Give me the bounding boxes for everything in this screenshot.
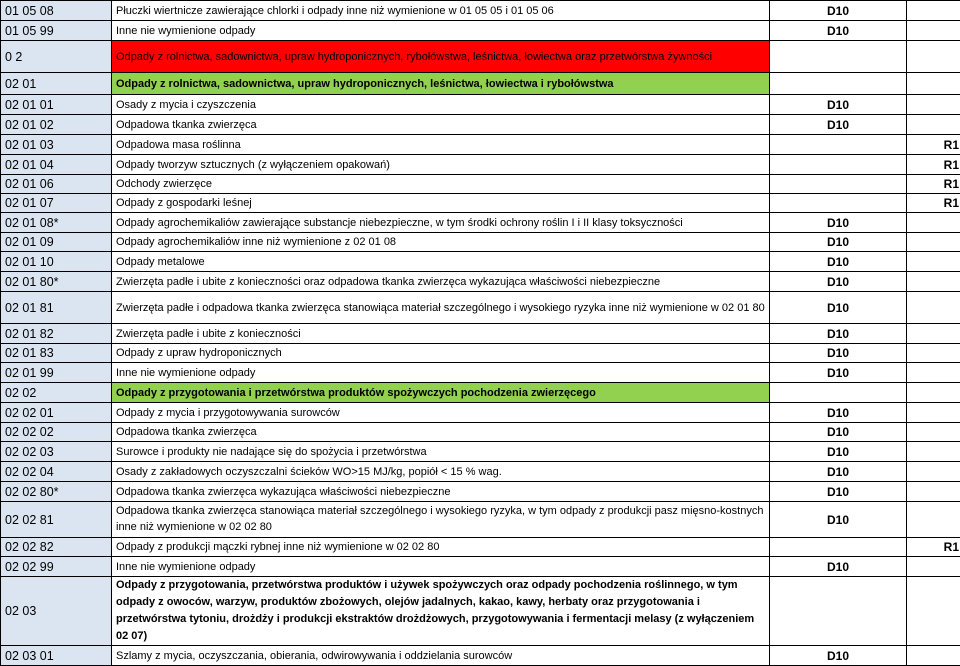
disposal-code-cell (770, 577, 907, 646)
table-row (1, 1, 960, 21)
waste-code-cell: 02 02 04 (1, 462, 112, 482)
waste-code-cell: 02 02 80* (1, 482, 112, 502)
waste-code-cell: 02 02 03 (1, 442, 112, 462)
waste-description-cell: Odpady z upraw hydroponicznych (112, 344, 770, 363)
waste-description-cell: Odpady z mycia i przygotowywania surowców (112, 403, 770, 423)
waste-code-cell: 02 01 04 (1, 155, 112, 175)
waste-description-cell: Inne nie wymienione odpady (112, 21, 770, 41)
table-row (1, 155, 960, 175)
table-row (1, 423, 960, 442)
waste-description-cell: Zwierzęta padłe i odpadowa tkanka zwierzęca stanowiąca materiał szczególnego i wysokiego ryzyka inne niż wymienione w 02 01 80 (112, 292, 770, 324)
waste-code-cell: 02 02 82 (1, 538, 112, 557)
waste-description-cell: Inne nie wymienione odpady (112, 363, 770, 383)
disposal-code-cell: D10 (770, 557, 907, 577)
table-row (1, 21, 960, 41)
recovery-code-cell: R1 (907, 538, 960, 557)
waste-description-cell: Odpady z przygotowania, przetwórstwa produktów i używek spożywczych oraz odpady pochodzenia roślinnego, w tym odpady z owoców, warzyw, produktów zbożowych, olejów jadalnych, kakao, kawy, herbaty oraz przygotowania i przetwórstwa tytoniu, drożdży i produkcji ekstraktów drożdżowych, przygotowywania i fermentacji melasy (z wyłączeniem 02 07) (112, 577, 770, 646)
recovery-code-cell (907, 115, 960, 135)
recovery-code-cell (907, 41, 960, 73)
table-row (1, 233, 960, 252)
disposal-code-cell: D10 (770, 213, 907, 233)
recovery-code-cell (907, 252, 960, 272)
table-row (1, 73, 960, 95)
recovery-code-cell (907, 403, 960, 423)
table-row (1, 175, 960, 194)
waste-code-cell: 02 01 06 (1, 175, 112, 194)
recovery-code-cell (907, 324, 960, 344)
table-row (1, 557, 960, 577)
recovery-code-cell (907, 73, 960, 95)
table-row (1, 292, 960, 324)
waste-description-cell: Zwierzęta padłe i ubite z konieczności (112, 324, 770, 344)
recovery-code-cell (907, 1, 960, 21)
recovery-code-cell (907, 213, 960, 233)
waste-description-cell: Odchody zwierzęce (112, 175, 770, 194)
recovery-code-cell (907, 363, 960, 383)
recovery-code-cell (907, 344, 960, 363)
table-row (1, 482, 960, 502)
waste-description-cell: Odpady z rolnictwa, sadownictwa, upraw hydroponicznych, rybołówstwa, leśnictwa, łowiectwa oraz przetwórstwa żywności (112, 41, 770, 73)
waste-code-cell: 02 01 82 (1, 324, 112, 344)
disposal-code-cell: D10 (770, 252, 907, 272)
waste-description-cell: Odpadowa masa roślinna (112, 135, 770, 155)
waste-description-cell: Zwierzęta padłe i ubite z konieczności oraz odpadowa tkanka zwierzęca wykazująca właściwości niebezpieczne (112, 272, 770, 292)
recovery-code-cell (907, 577, 960, 646)
disposal-code-cell: D10 (770, 1, 907, 21)
disposal-code-cell: D10 (770, 272, 907, 292)
disposal-code-cell (770, 41, 907, 73)
disposal-code-cell: D10 (770, 363, 907, 383)
waste-description-cell: Odpady agrochemikaliów zawierające substancje niebezpieczne, w tym środki ochrony roślin I i II klasy toksyczności (112, 213, 770, 233)
waste-code-cell: 02 01 99 (1, 363, 112, 383)
waste-description-cell: Odpadowa tkanka zwierzęca (112, 423, 770, 442)
disposal-code-cell (770, 135, 907, 155)
recovery-code-cell (907, 292, 960, 324)
recovery-code-cell (907, 442, 960, 462)
waste-description-cell: Inne nie wymienione odpady (112, 557, 770, 577)
waste-code-cell: 01 05 08 (1, 1, 112, 21)
recovery-code-cell: R1 (907, 194, 960, 213)
waste-code-cell: 02 03 01 (1, 646, 112, 666)
disposal-code-cell: D10 (770, 21, 907, 41)
waste-code-cell: 01 05 99 (1, 21, 112, 41)
disposal-code-cell (770, 538, 907, 557)
waste-code-cell: 02 02 02 (1, 423, 112, 442)
waste-code-cell: 02 01 09 (1, 233, 112, 252)
recovery-code-cell: R1 (907, 175, 960, 194)
waste-description-cell: Odpady z przygotowania i przetwórstwa produktów spożywczych pochodzenia zwierzęcego (112, 383, 770, 403)
disposal-code-cell: D10 (770, 292, 907, 324)
waste-description-cell: Płuczki wiertnicze zawierające chlorki i odpady inne niż wymienione w 01 05 05 i 01 05 06 (112, 1, 770, 21)
recovery-code-cell (907, 383, 960, 403)
disposal-code-cell (770, 73, 907, 95)
waste-code-cell: 02 02 (1, 383, 112, 403)
waste-code-cell: 02 01 80* (1, 272, 112, 292)
waste-code-cell: 02 01 81 (1, 292, 112, 324)
disposal-code-cell: D10 (770, 462, 907, 482)
waste-code-cell: 02 02 01 (1, 403, 112, 423)
table-row (1, 194, 960, 213)
table-row (1, 577, 960, 646)
waste-description-cell: Osady z zakładowych oczyszczalni ścieków WO>15 MJ/kg, popiół < 15 % wag. (112, 462, 770, 482)
disposal-code-cell: D10 (770, 344, 907, 363)
disposal-code-cell (770, 155, 907, 175)
waste-description-cell: Odpadowa tkanka zwierzęca (112, 115, 770, 135)
table-row (1, 538, 960, 557)
recovery-code-cell (907, 21, 960, 41)
disposal-code-cell: D10 (770, 115, 907, 135)
waste-description-cell: Odpady metalowe (112, 252, 770, 272)
waste-code-cell: 02 01 03 (1, 135, 112, 155)
waste-description-cell: Odpady z gospodarki leśnej (112, 194, 770, 213)
table-row (1, 272, 960, 292)
disposal-code-cell: D10 (770, 324, 907, 344)
waste-description-cell: Odpady z rolnictwa, sadownictwa, upraw hydroponicznych, leśnictwa, łowiectwa i rybołówstwa (112, 73, 770, 95)
waste-code-cell: 02 03 (1, 577, 112, 646)
disposal-code-cell (770, 194, 907, 213)
table-row (1, 213, 960, 233)
table-row (1, 115, 960, 135)
waste-description-cell: Szlamy z mycia, oczyszczania, obierania, odwirowywania i oddzielania surowców (112, 646, 770, 666)
disposal-code-cell: D10 (770, 423, 907, 442)
recovery-code-cell (907, 95, 960, 115)
waste-code-table-body (1, 1, 960, 666)
waste-code-cell: 02 02 99 (1, 557, 112, 577)
table-row (1, 41, 960, 73)
disposal-code-cell: D10 (770, 233, 907, 252)
waste-code-cell: 02 01 (1, 73, 112, 95)
disposal-code-cell: D10 (770, 482, 907, 502)
recovery-code-cell: R1 (907, 135, 960, 155)
recovery-code-cell (907, 502, 960, 538)
recovery-code-cell: R1 (907, 155, 960, 175)
disposal-code-cell: D10 (770, 403, 907, 423)
waste-code-cell: 02 01 10 (1, 252, 112, 272)
table-row (1, 363, 960, 383)
table-row (1, 344, 960, 363)
waste-description-cell: Surowce i produkty nie nadające się do spożycia i przetwórstwa (112, 442, 770, 462)
table-row (1, 95, 960, 115)
waste-code-cell: 02 01 01 (1, 95, 112, 115)
table-row (1, 324, 960, 344)
disposal-code-cell: D10 (770, 95, 907, 115)
disposal-code-cell: D10 (770, 442, 907, 462)
disposal-code-cell (770, 175, 907, 194)
waste-code-cell: 0 2 (1, 41, 112, 73)
recovery-code-cell (907, 233, 960, 252)
waste-code-cell: 02 02 81 (1, 502, 112, 538)
waste-description-cell: Odpady agrochemikaliów inne niż wymienione z 02 01 08 (112, 233, 770, 252)
disposal-code-cell: D10 (770, 646, 907, 666)
recovery-code-cell (907, 462, 960, 482)
waste-description-cell: Odpady z produkcji mączki rybnej inne niż wymienione w 02 02 80 (112, 538, 770, 557)
waste-code-cell: 02 01 08* (1, 213, 112, 233)
waste-code-cell: 02 01 83 (1, 344, 112, 363)
recovery-code-cell (907, 482, 960, 502)
table-row (1, 442, 960, 462)
table-row (1, 403, 960, 423)
waste-description-cell: Odpady tworzyw sztucznych (z wyłączeniem opakowań) (112, 155, 770, 175)
table-row (1, 502, 960, 538)
recovery-code-cell (907, 272, 960, 292)
waste-code-cell: 02 01 07 (1, 194, 112, 213)
table-row (1, 252, 960, 272)
waste-description-cell: Odpadowa tkanka zwierzęca stanowiąca materiał szczególnego i wysokiego ryzyka, w tym odpady z produkcji pasz mięsno-kostnych inne niż wymienione w 02 02 80 (112, 502, 770, 538)
disposal-code-cell (770, 383, 907, 403)
table-row (1, 383, 960, 403)
waste-code-cell: 02 01 02 (1, 115, 112, 135)
table-row (1, 462, 960, 482)
recovery-code-cell (907, 423, 960, 442)
waste-description-cell: Odpadowa tkanka zwierzęca wykazująca właściwości niebezpieczne (112, 482, 770, 502)
recovery-code-cell (907, 557, 960, 577)
waste-description-cell: Osady z mycia i czyszczenia (112, 95, 770, 115)
disposal-code-cell: D10 (770, 502, 907, 538)
table-row (1, 135, 960, 155)
